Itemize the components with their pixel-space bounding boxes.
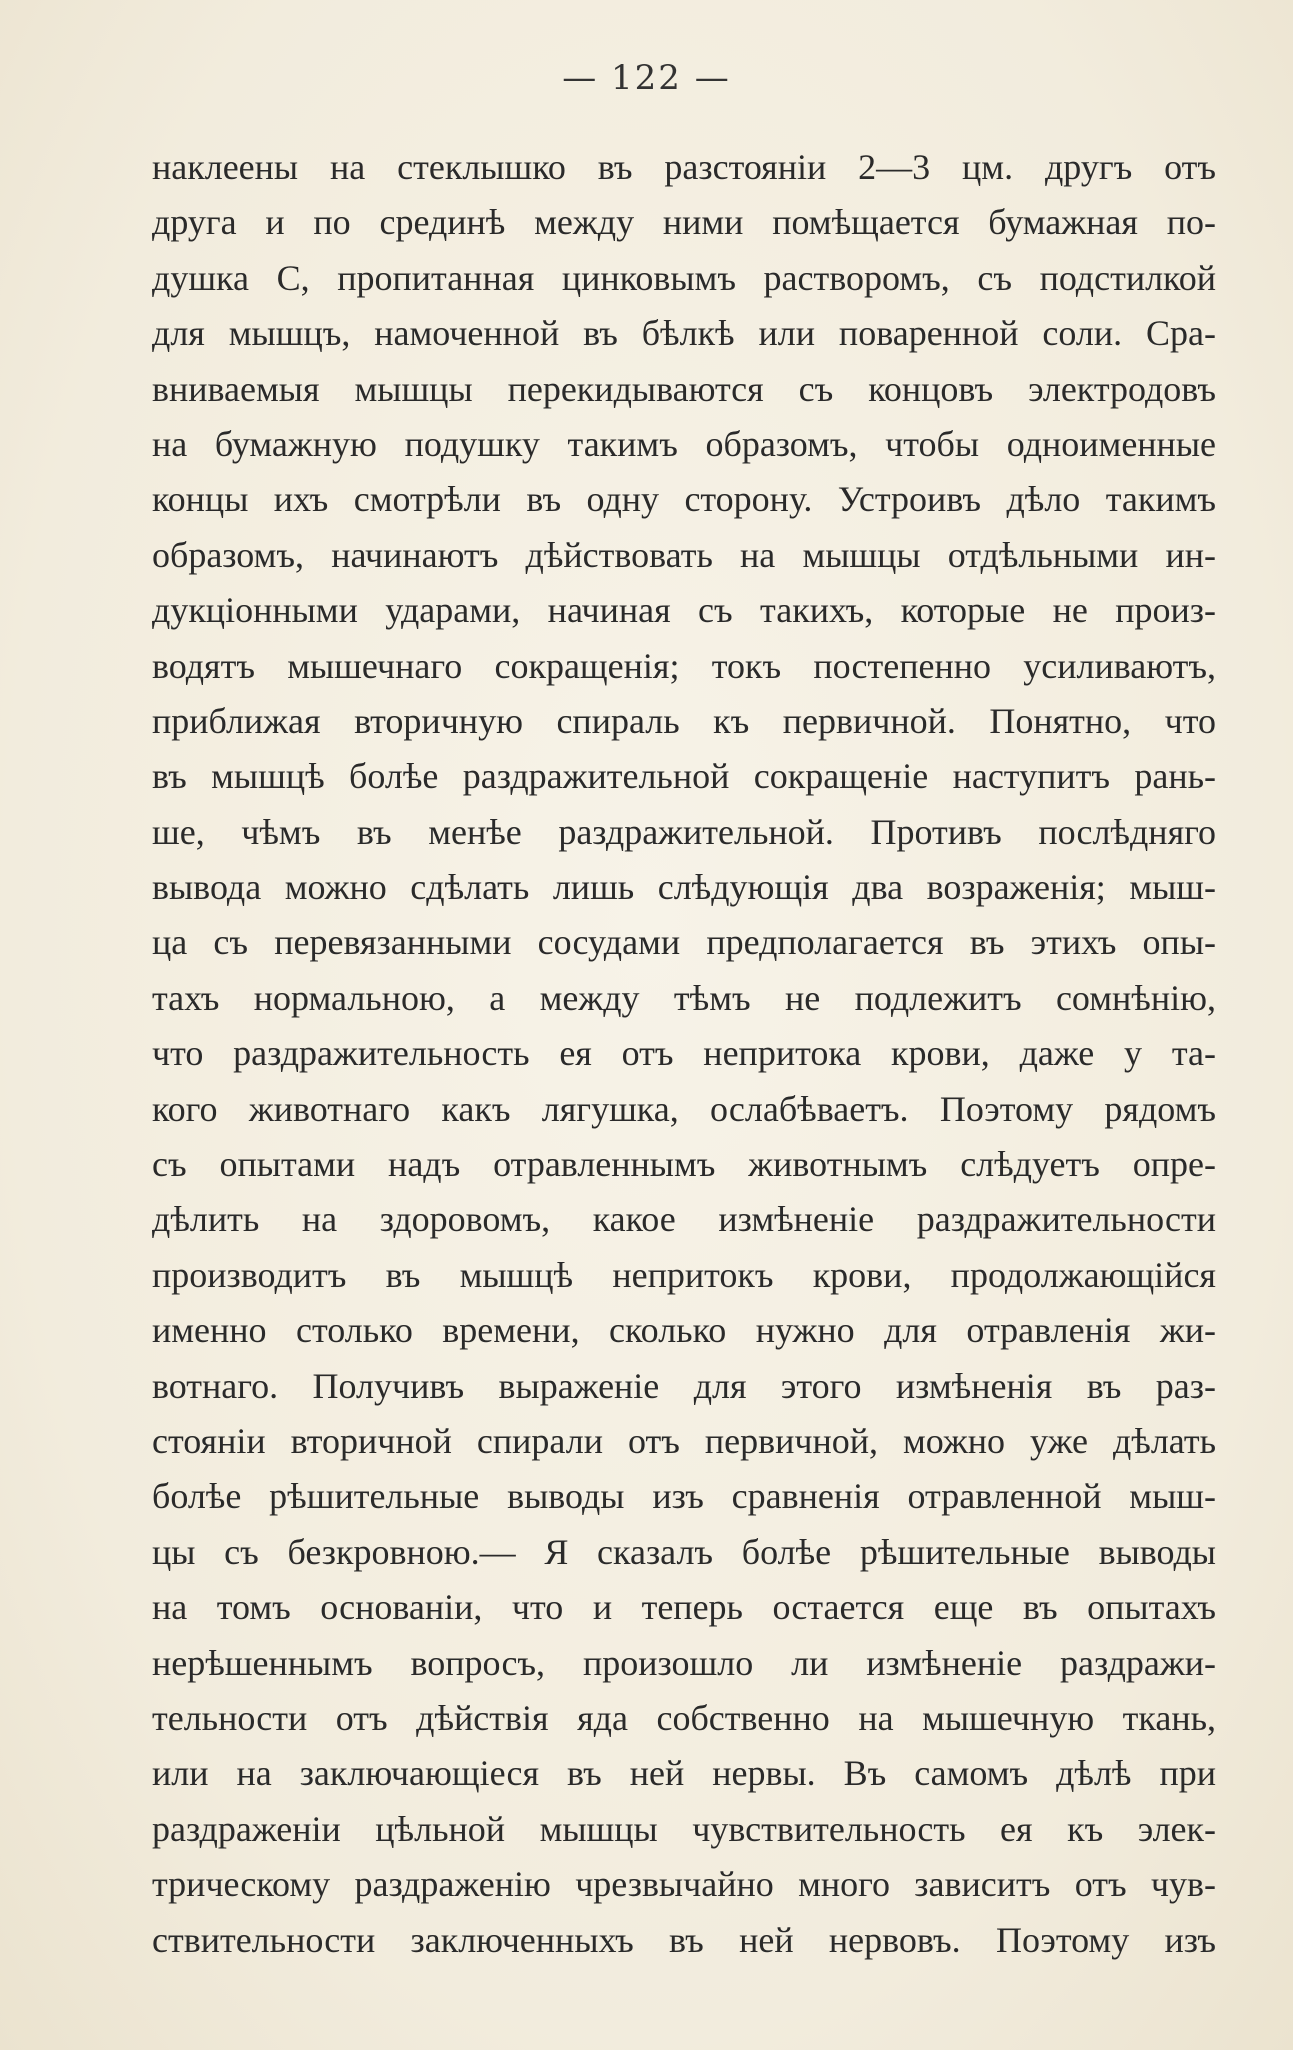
text-line: трическому раздраженiю чрезвычайно много зависитъ отъ чув- — [152, 1864, 1216, 1905]
text-line: наклеены на стеклышко въ разстоянiи 2—3 цм. другъ отъ — [152, 147, 1216, 187]
text-line: нерѣшеннымъ вопросъ, произошло ли измѣненiе раздражи- — [152, 1642, 1216, 1683]
text-line: приближая вторичную спираль къ первичной. Понятно, что — [152, 700, 1216, 741]
body-text — [152, 140, 1216, 1968]
text-line: дѣлить на здоровомъ, какое измѣненiе раздражительности — [152, 1199, 1216, 1240]
text-line: душка С, пропитанная цинковымъ растворомъ, съ подстилкой — [152, 257, 1216, 298]
text-line: тахъ нормальною, а между тѣмъ не подлежитъ сомнѣнiю, — [152, 977, 1216, 1018]
text-line: образомъ, начинаютъ дѣйствовать на мышцы отдѣльными ин- — [152, 534, 1216, 575]
text-line: водятъ мышечнаго сокращенiя; токъ постепенно усиливаютъ, — [152, 645, 1216, 686]
text-line: концы ихъ смотрѣли въ одну сторону. Устроивъ дѣло такимъ — [152, 479, 1216, 520]
text-line: ца съ перевязанными сосудами предполагается въ этихъ опы- — [152, 922, 1216, 963]
text-line: въ мышцѣ болѣе раздражительной сокращенiе наступитъ рань- — [152, 756, 1216, 797]
text-line: стоянiи вторичной спирали отъ первичной, можно уже дѣлать — [152, 1420, 1216, 1461]
text-line: съ опытами надъ отравленнымъ животнымъ слѣдуетъ опре- — [152, 1144, 1216, 1185]
text-line: для мышцъ, намоченной въ бѣлкѣ или поваренной соли. Сра- — [152, 313, 1216, 354]
text-line: цы съ безкровною.— Я сказалъ болѣе рѣшительные выводы — [152, 1531, 1216, 1572]
text-line: кого животнаго какъ лягушка, ослабѣваетъ. Поэтому рядомъ — [152, 1088, 1216, 1129]
text-line: производитъ въ мышцѣ непритокъ крови, продолжающiйся — [152, 1254, 1216, 1295]
text-line: именно столько времени, сколько нужно для отравленiя жи- — [152, 1310, 1216, 1351]
text-line: тельности отъ дѣйствiя яда собственно на мышечную ткань, — [152, 1697, 1216, 1738]
text-line: на томъ основанiи, что и теперь остается еще въ опытахъ — [152, 1587, 1216, 1628]
text-line: что раздражительность ея отъ непритока крови, даже у та- — [152, 1033, 1216, 1074]
text-line: ствительности заключенныхъ въ ней нервовъ. Поэтому изъ — [152, 1919, 1216, 1960]
text-line: вывода можно сдѣлать лишь слѣдующiя два возраженiя; мыш- — [152, 867, 1216, 908]
text-line: дукцiонными ударами, начиная съ такихъ, которые не произ- — [152, 590, 1216, 631]
text-line: вотнаго. Получивъ выраженiе для этого измѣненiя въ раз- — [152, 1365, 1216, 1406]
text-line: или на заключающiеся въ ней нервы. Въ самомъ дѣлѣ при — [152, 1753, 1216, 1794]
text-line: друга и по срединѣ между ними помѣщается бумажная по- — [152, 202, 1216, 243]
text-line: вниваемыя мышцы перекидываются съ концовъ электродовъ — [152, 368, 1216, 409]
page-number: — 122 — — [562, 58, 731, 98]
text-line: ше, чѣмъ въ менѣе раздражительной. Противъ послѣдняго — [152, 811, 1216, 852]
text-line: раздраженiи цѣльной мышцы чувствительность ея къ элек- — [152, 1808, 1216, 1849]
text-line: на бумажную подушку такимъ образомъ, чтобы одноименные — [152, 423, 1216, 464]
text-line: болѣе рѣшительные выводы изъ сравненiя отравленной мыш- — [152, 1476, 1216, 1517]
